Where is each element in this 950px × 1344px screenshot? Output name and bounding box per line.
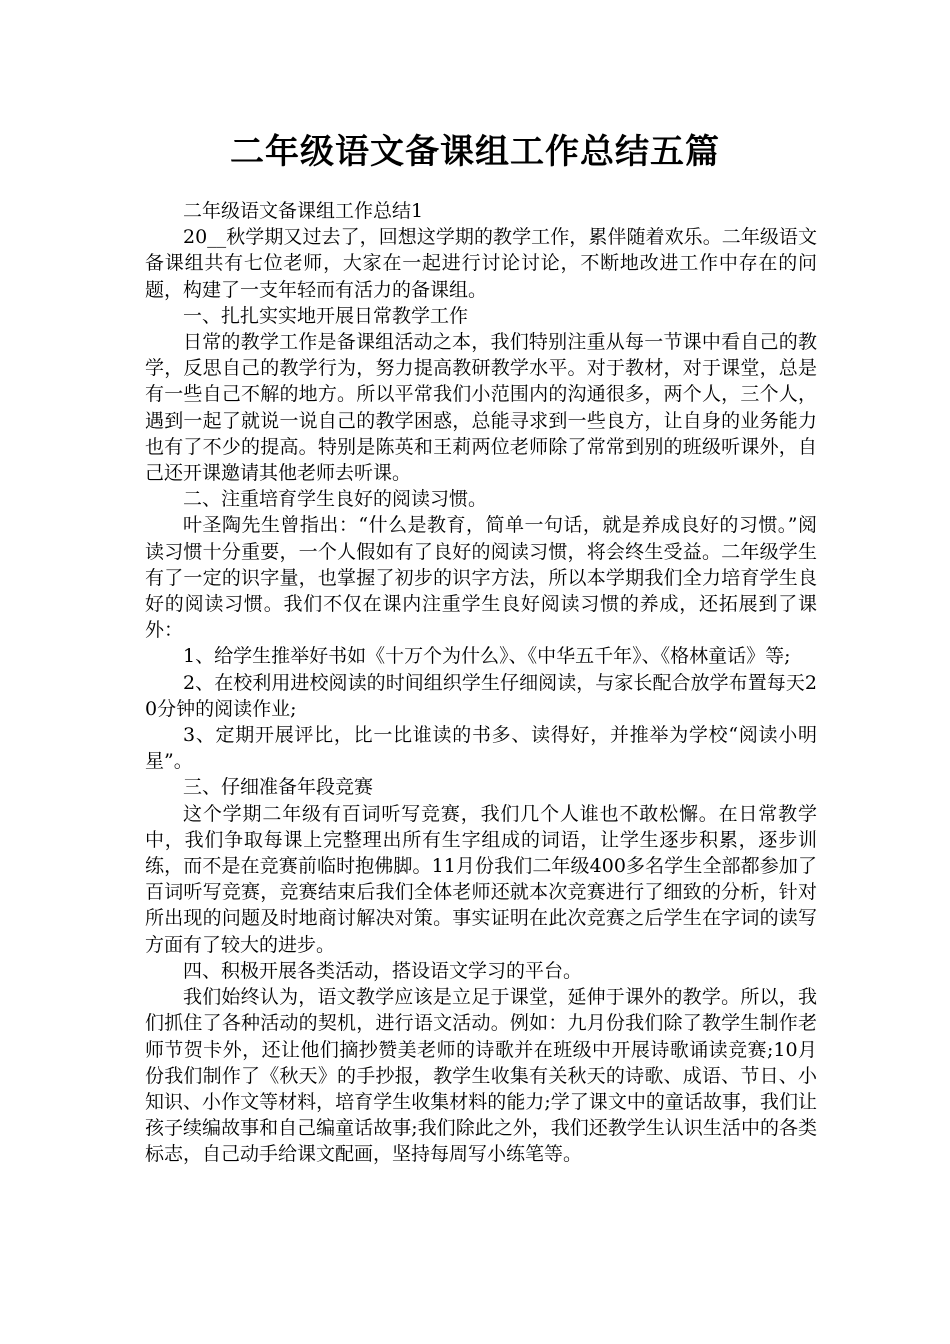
list-item: 2、在校利用进校阅读的时间组织学生仔细阅读，与家长配合放学布置每天20分钟的阅读作业;	[145, 671, 817, 720]
paragraph-subtitle: 二年级语文备课组工作总结1	[183, 200, 424, 222]
list-item: 1、给学生推举好书如《十万个为什么》、《中华五千年》、《格林童话》等;	[183, 645, 791, 668]
section-heading-4: 四、积极开展各类活动，搭设语文学习的平台。	[183, 959, 583, 982]
list-item: 3、定期开展评比，比一比谁读的书多、读得好，并推举为学校“阅读小明星”。	[145, 724, 817, 773]
paragraph: 这个学期二年级有百词听写竞赛，我们几个人谁也不敢松懈。在日常教学中，我们争取每课上完整理出所有生字组成的词语，让学生逐步积累，逐步训练，而不是在竞赛前临时抱佛脚。11月份我们二年级400多名学生全部都参加了百词听写竞赛，竞赛结束后我们全体老师还就本次竞赛进行了细致的分析，针对所出现的问题及时地商讨解决对策。事实证明在此次竞赛之后学生在字词的读写方面有了较大的进步。	[145, 802, 817, 956]
section-heading-2: 二、注重培育学生良好的阅读习惯。	[183, 488, 488, 511]
paragraph: 日常的教学工作是备课组活动之本，我们特别注重从每一节课中看自己的教学，反思自己的教学行为，努力提高教研教学水平。对于教材，对于课堂，总是有一些自己不解的地方。所以平常我们小范围内的沟通很多，两个人，三个人，遇到一起了就说一说自己的教学困惑，总能寻求到一些良方，让自身的业务能力也有了不少的提高。特别是陈英和王莉两位老师除了常常到别的班级听课外，自己还开课邀请其他老师去听课。	[145, 331, 817, 485]
paragraph-intro: 20__秋学期又过去了，回想这学期的教学工作，累伴随着欢乐。二年级语文备课组共有七位老师，大家在一起进行讨论讨论，不断地改进工作中存在的问题，构建了一支年轻而有活力的备课组。	[145, 226, 817, 301]
section-heading-1: 一、扎扎实实地开展日常教学工作	[183, 304, 469, 327]
paragraph: 叶圣陶先生曾指出：“什么是教育，简单一句话，就是养成良好的习惯。”阅读习惯十分重要，一个人假如有了良好的阅读习惯，将会终生受益。二年级学生有了一定的识字量，也掌握了初步的识字方法，所以本学期我们全力培育学生良好的阅读习惯。我们不仅在课内注重学生良好阅读习惯的养成，还拓展到了课外：	[145, 514, 817, 642]
paragraph: 我们始终认为，语文教学应该是立足于课堂，延伸于课外的教学。所以，我们抓住了各种活动的契机，进行语文活动。例如：九月份我们除了教学生制作老师节贺卡外，还让他们摘抄赞美老师的诗歌并在班级中开展诗歌诵读竞赛;10月份我们制作了《秋天》的手抄报，教学生收集有关秋天的诗歌、成语、节日、小知识、小作文等材料，培育学生收集材料的能力;学了课文中的童话故事，我们让孩子续编故事和自己编童话故事;我们除此之外，我们还教学生认识生活中的各类标志，自己动手给课文配画，坚持每周写小练笔等。	[145, 986, 817, 1166]
section-heading-3: 三、仔细准备年段竞赛	[183, 776, 374, 799]
document-title: 二年级语文备课组工作总结五篇	[230, 132, 720, 172]
document-body	[145, 198, 817, 1168]
